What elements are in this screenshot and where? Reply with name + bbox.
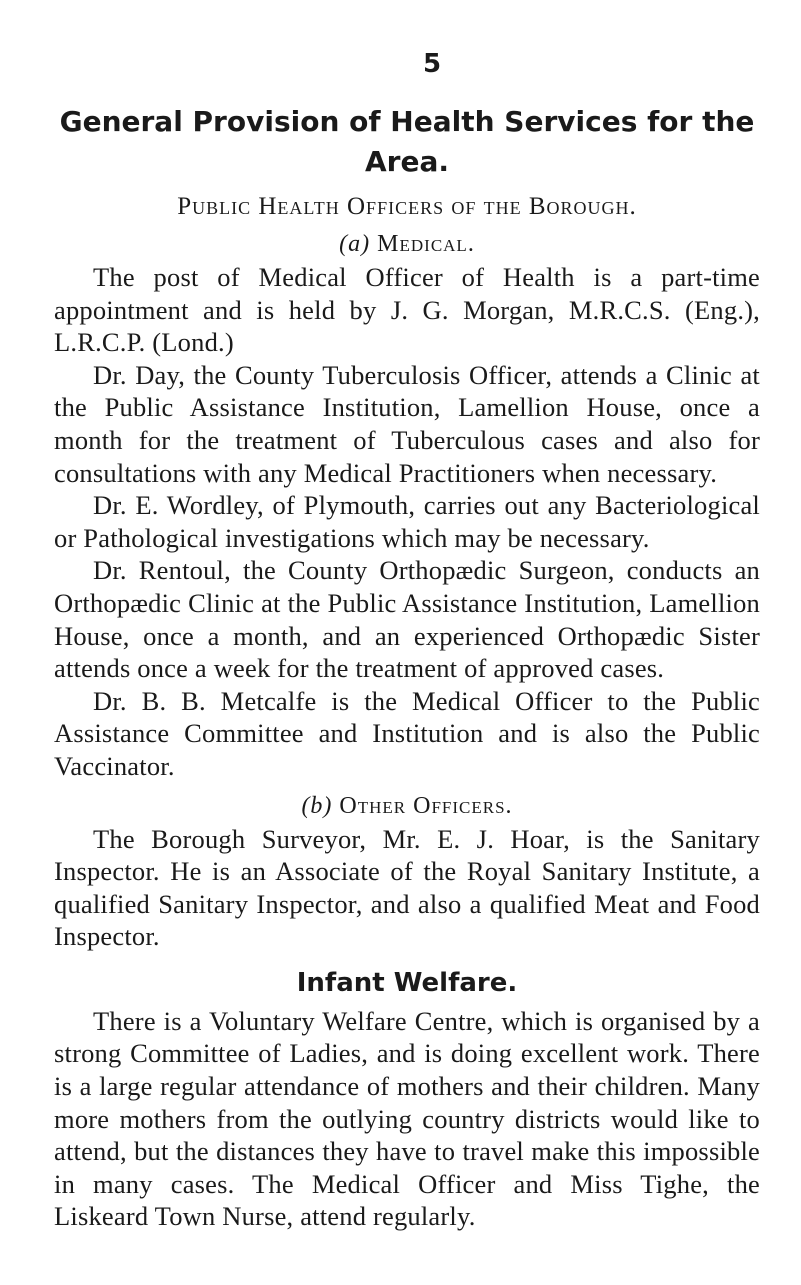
medical-subheading-label: Medical. <box>377 231 475 257</box>
medical-subheading-letter: (a) <box>339 231 371 257</box>
infant-welfare-section <box>54 1005 760 1233</box>
document-page <box>54 0 760 1233</box>
medical-section <box>54 261 760 783</box>
main-heading: General Provision of Health Services for the Area. <box>59 105 755 178</box>
paragraph-welfare-centre: There is a Voluntary Welfare Centre, which is organised by a strong Committee of Ladies, and is doing excellent work. There is a large regular attendance of mothers and their children. Many more mothers from the outlying country districts would like to attend, but the distances they have to travel make this impossible in many cases. The Medical Officer and Miss Tighe, the Liskeard Town Nurse, attend regularly. <box>54 1005 760 1232</box>
paragraph-sanitary-inspector: The Borough Surveyor, Mr. E. J. Hoar, is the Sanitary Inspector. He is an Associate of the Royal Sanitary Institute, a qualified Sanitary Inspector, and also a qualified Meat and Food Inspector. <box>54 823 760 952</box>
paragraph-tuberculosis-officer: Dr. Day, the County Tuberculosis Officer, attends a Clinic at the Public Assistance Institution, Lamellion House, once a month for the treatment of Tuberculous cases and also for consultations with any Medical Practitioners when necessary. <box>54 359 760 488</box>
medical-subheading <box>54 227 760 261</box>
other-officers-subheading <box>54 789 760 823</box>
paragraph-bacteriological: Dr. E. Wordley, of Plymouth, carries out any Bacteriological or Pathological investigations which may be necessary. <box>54 490 760 553</box>
paragraph-orthopaedic: Dr. Rentoul, the County Orthopædic Surgeon, conducts an Orthopædic Clinic at the Public Assistance Institution, Lamellion House, once a month, and an experienced Orthopædic Sister attends once a week for the treatment of approved cases. <box>54 555 760 684</box>
infant-welfare-heading: Infant Welfare. <box>296 967 518 998</box>
paragraph-public-vaccinator: Dr. B. B. Metcalfe is the Medical Officer to the Public Assistance Committee and Institution and is also the Public Vaccinator. <box>54 685 760 781</box>
other-officers-subheading-label: Other Officers. <box>339 792 513 819</box>
page-number: 5 <box>422 49 442 79</box>
public-health-officers-heading: Public Health Officers of the Borough. <box>177 193 637 220</box>
other-officers-section <box>54 823 760 953</box>
paragraph-moh-appointment: The post of Medical Officer of Health is a part-time appointment and is held by J. G. Morgan, M.R.C.S. (Eng.), L.R.C.P. (Lond.) <box>54 262 760 358</box>
other-officers-subheading-letter: (b) <box>301 792 333 819</box>
